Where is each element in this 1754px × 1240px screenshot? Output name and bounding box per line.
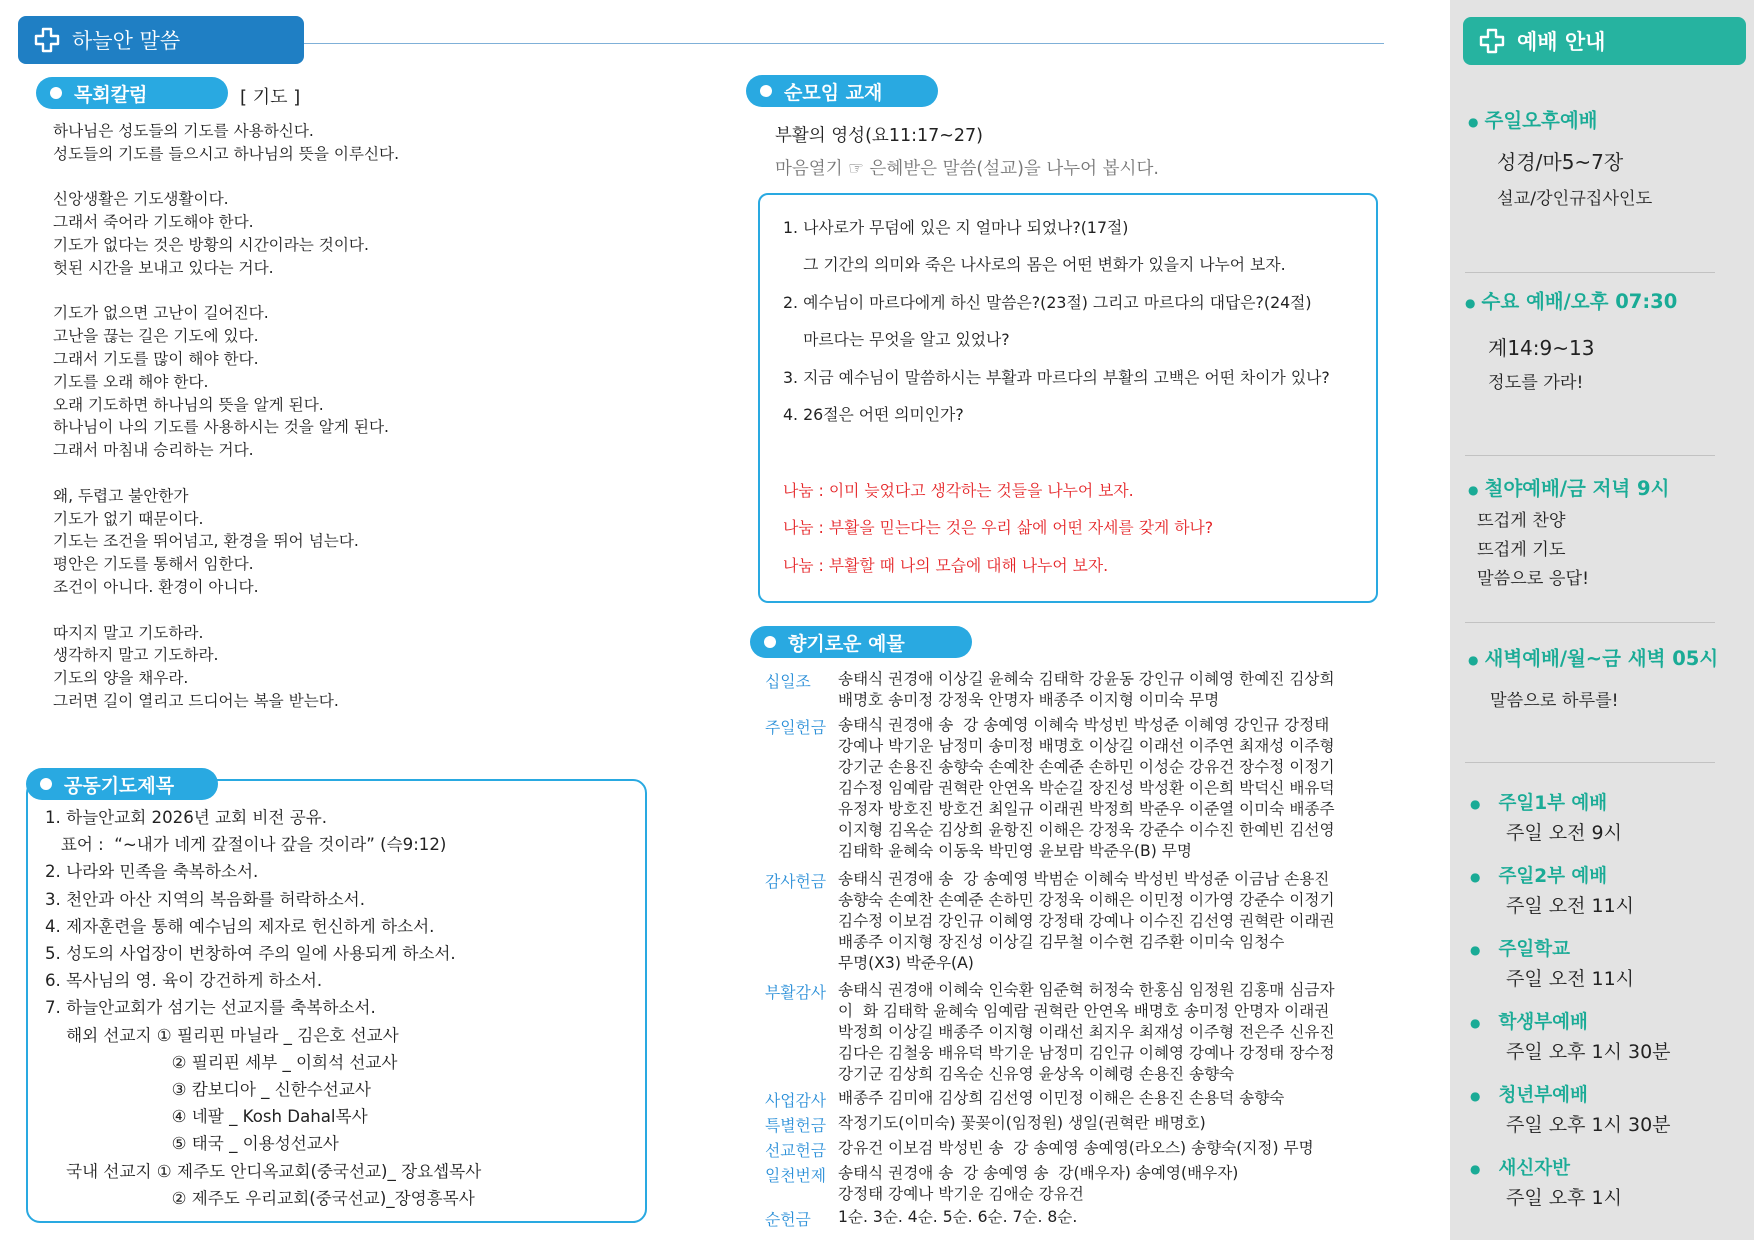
sharing-prompt: 나눔 : 부활할 때 나의 모습에 대해 나누어 보자.	[783, 556, 1109, 575]
divider	[1465, 455, 1715, 456]
offering-label: 특별헌금	[765, 1116, 827, 1135]
service-line: 계14:9~13	[1488, 336, 1595, 360]
prayer-pill	[26, 768, 218, 800]
schedule-name: ● 학생부예배	[1470, 1012, 1588, 1033]
column-pill-label: 목회칼럼	[74, 83, 148, 106]
service-heading: ● 철야예배/금 저녁 9시	[1468, 477, 1670, 500]
bullet-icon	[760, 85, 772, 97]
offering-names: 송태식 권경애 송 강 송예영 송 강(배우자) 송예영(배우자) 강정태 강예나 박기운 김애순 강유건	[838, 1164, 1239, 1203]
schedule-time: 주일 오후 1시 30분	[1506, 1041, 1671, 1063]
offering-label: 일천번제	[765, 1166, 827, 1185]
schedule-name: ● 주일학교	[1470, 939, 1570, 960]
study-question: 그 기간의 의미와 죽은 나사로의 몸은 어떤 변화가 있을지 나누어 보자.	[783, 255, 1286, 274]
offering-label: 순헌금	[765, 1210, 811, 1229]
bullet-icon: ●	[1470, 943, 1481, 957]
schedule-name: ● 주일1부 예배	[1470, 793, 1608, 814]
service-line: 정도를 가라!	[1488, 373, 1584, 393]
page-header	[18, 16, 304, 64]
cross-icon	[34, 27, 60, 53]
sharing-prompt: 나눔 : 이미 늦었다고 생각하는 것들을 나누어 보자.	[783, 481, 1134, 500]
offerings-pill	[750, 626, 972, 658]
column-subject: [ 기도 ]	[240, 87, 301, 108]
study-question: 3. 지금 예수님이 말씀하시는 부활과 마르다의 부활의 고백은 어떤 차이가 있나?	[783, 368, 1330, 387]
offering-names: 송태식 권경애 송 강 송예영 이혜숙 박성빈 박성준 이혜영 강인규 강정태 강예나 박기운 남정미 송미정 배명호 이상길 이래선 이주연 최재성 이주형 강기군 손용진 송향숙 손예찬 손예준 손하민 이성순 강유건 장수정 이정기 김수정 임예람 권혁란 안연옥 박순길 장진성 박성환 이은희 박덕신 배유덕 유정자 방호진 방호건 최일규 이래권 박정희 박준우 이준열 이미숙 배종주 이지형 김옥순 김상희 윤항진 이해은 강정욱 강준수 이수진 한예빈 김선영 김태학 윤혜숙 이동욱 박민영 윤보람 박준우(B) 무명	[838, 716, 1335, 860]
service-line: 말씀으로 응답!	[1477, 569, 1589, 589]
study-question: 2. 예수님이 마르다에게 하신 말씀은?(23절) 그리고 마르다의 대답은?(24절)	[783, 293, 1312, 312]
offering-label: 부활감사	[765, 983, 827, 1002]
bullet-icon: ●	[1468, 652, 1479, 667]
header-divider	[304, 43, 1384, 44]
bullet-icon: ●	[1470, 797, 1481, 811]
offering-label: 십일조	[765, 672, 811, 691]
prayer-list: 1. 하늘안교회 2026년 교회 비전 공유. 표어 : “~내가 네게 갚절이나 갚을 것이라” (슥9:12) 2. 나라와 민족을 축복하소서. 3. 천안과 아산 지역의 복음화를 허락하소서. 4. 제자훈련을 통해 예수님의 제자로 헌신하게 하소서. 5. 성도의 사업장이 번창하여 주의 일에 사용되게 하소서. 6. 목사님의 영. 육이 강건하게 하소서. 7. 하늘안교회가 섬기는 선교지를 축복하소서. 해외 선교지 ① 필리핀 마닐라 _ 김은호 선교사 ② 필리핀 세부 _ 이희석 선교사 ③ 캄보디아 _ 신한수선교사 ④ 네팔 _ Kosh Dahal목사 ⑤ 태국 _ 이용성선교사 국내 선교지 ① 제주도 안디옥교회(중국선교)_ 장요셉목사 ② 제주도 우리교회(중국선교)_장영흥목사	[45, 808, 482, 1208]
bullet-icon: ●	[1465, 295, 1476, 310]
column-body: 하나님은 성도들의 기도를 사용하신다. 성도들의 기도를 들으시고 하나님의 뜻을 이루신다. 신앙생활은 기도생활이다. 그래서 죽어라 기도해야 한다. 기도가 없다는 것은 방황의 시간이라는 것이다. 헛된 시간을 보내고 있다는 거다. 기도가 없으면 고난이 길어진다. 고난을 끊는 길은 기도에 있다. 그래서 기도를 많이 해야 한다. 기도를 오래 해야 한다. 오래 기도하면 하나님의 뜻을 알게 된다. 하나님이 나의 기도를 사용하시는 것을 알게 된다. 그래서 마침내 승리하는 거다. 왜, 두렵고 불안한가 기도가 없기 때문이다. 기도는 조건을 뛰어넘고, 환경을 뛰어 넘는다. 평안은 기도를 통해서 임한다. 조건이 아니다. 환경이 아니다. 따지지 말고 기도하라. 생각하지 말고 기도하라. 기도의 양을 채우라. 그러면 길이 열리고 드디어는 복을 받는다.	[53, 122, 400, 710]
schedule-name: ● 새신자반	[1470, 1158, 1570, 1179]
study-subtitle: 마음열기 ☞ 은혜받은 말씀(설교)을 나누어 봅시다.	[775, 159, 1159, 179]
offering-label: 사업감사	[765, 1091, 827, 1110]
service-heading: ● 새벽예배/월~금 새벽 05시	[1468, 647, 1719, 670]
schedule-time: 주일 오후 1시	[1506, 1187, 1622, 1209]
cross-icon	[1479, 28, 1505, 54]
bullet-icon	[50, 87, 62, 99]
service-line: 뜨겁게 기도	[1477, 540, 1566, 560]
bullet-icon: ●	[1470, 1089, 1481, 1103]
offering-names: 송태식 권경애 이상길 윤혜숙 김태학 강윤동 강인규 이혜영 한예진 김상희 배명호 송미정 강정욱 안명자 배종주 이지형 이미숙 무명	[838, 670, 1335, 709]
schedule-time: 주일 오전 9시	[1506, 822, 1622, 844]
service-heading: ● 수요 예배/오후 07:30	[1465, 290, 1678, 313]
bullet-icon	[764, 636, 776, 648]
study-pill-label: 순모임 교재	[784, 81, 883, 104]
offering-label: 감사헌금	[765, 872, 827, 891]
schedule-time: 주일 오후 1시 30분	[1506, 1114, 1671, 1136]
sidebar-header	[1463, 17, 1746, 65]
offering-names: 강유건 이보검 박성빈 송 강 송예영 송예영(라오스) 송향숙(지정) 무명	[838, 1139, 1314, 1157]
bullet-icon: ●	[1470, 1016, 1481, 1030]
study-question: 마르다는 무엇을 알고 있었나?	[783, 330, 1010, 349]
offering-label: 선교헌금	[765, 1141, 827, 1160]
bullet-icon: ●	[1470, 870, 1481, 884]
service-line: 설교/강인규집사인도	[1497, 189, 1653, 209]
column-pill	[36, 77, 228, 109]
offering-names: 배종주 김미애 김상희 김선영 이민정 이해은 손용진 손용덕 송향숙	[838, 1089, 1285, 1107]
service-line: 성경/마5~7장	[1497, 150, 1624, 174]
study-question: 1. 나사로가 무덤에 있은 지 얼마나 되었나?(17절)	[783, 218, 1129, 237]
bullet-icon: ●	[1470, 1162, 1481, 1176]
prayer-pill-label: 공동기도제목	[64, 774, 175, 797]
bullet-icon: ●	[1468, 482, 1479, 497]
service-heading: ● 주일오후예배	[1468, 109, 1598, 132]
page-title: 하늘안 말씀	[72, 29, 181, 53]
divider	[1465, 272, 1715, 273]
offering-label: 주일헌금	[765, 718, 827, 737]
sidebar-title: 예배 안내	[1517, 30, 1606, 54]
bullet-icon: ●	[1468, 114, 1479, 129]
offering-names: 송태식 권경애 이혜숙 인숙환 임준혁 허정숙 한홍심 임정원 김홍매 심금자 이 화 김태학 윤혜숙 임예람 권혁란 안연옥 배명호 송미정 안명자 이래권 박정희 이상길 배종주 이지형 이래선 최지우 최재성 이주형 전은주 신유진 김다은 김철웅 배유덕 박기운 남정미 김인규 이혜영 강예나 강정태 장수정 강기군 김상희 김옥순 신유영 윤상옥 이혜령 손용진 송향숙	[838, 981, 1335, 1083]
schedule-name: ● 주일2부 예배	[1470, 866, 1608, 887]
bullet-icon	[40, 778, 52, 790]
schedule-time: 주일 오전 11시	[1506, 968, 1635, 990]
divider	[1465, 622, 1715, 623]
offering-names: 1순. 3순. 4순. 5순. 6순. 7순. 8순.	[838, 1208, 1078, 1226]
divider	[1465, 762, 1715, 763]
sharing-prompt: 나눔 : 부활을 믿는다는 것은 우리 삶에 어떤 자세를 갖게 하나?	[783, 518, 1214, 537]
study-title: 부활의 영성(요11:17~27)	[775, 126, 984, 146]
offering-names: 송태식 권경애 송 강 송예영 박범순 이혜숙 박성빈 박성준 이금남 손용진 송향숙 손예찬 손예준 손하민 강정욱 이해은 이민정 이가영 강준수 이정기 김수정 이보검 강인규 이혜영 강정태 강예나 이수진 김선영 권혁란 이래권 배종주 이지형 장진성 이상길 김무철 이수현 김주환 이미숙 임청수 무명(X3) 박준우(A)	[838, 870, 1335, 972]
service-line: 뜨겁게 찬양	[1477, 511, 1566, 531]
offering-names: 작정기도(이미숙) 꽃꽂이(임정원) 생일(권혁란 배명호)	[838, 1114, 1206, 1132]
schedule-time: 주일 오전 11시	[1506, 895, 1635, 917]
schedule-name: ● 청년부예배	[1470, 1085, 1588, 1106]
study-pill	[746, 75, 938, 107]
service-line: 말씀으로 하루를!	[1490, 691, 1619, 711]
study-question: 4. 26절은 어떤 의미인가?	[783, 405, 964, 424]
offerings-pill-label: 향기로운 예물	[788, 632, 905, 655]
